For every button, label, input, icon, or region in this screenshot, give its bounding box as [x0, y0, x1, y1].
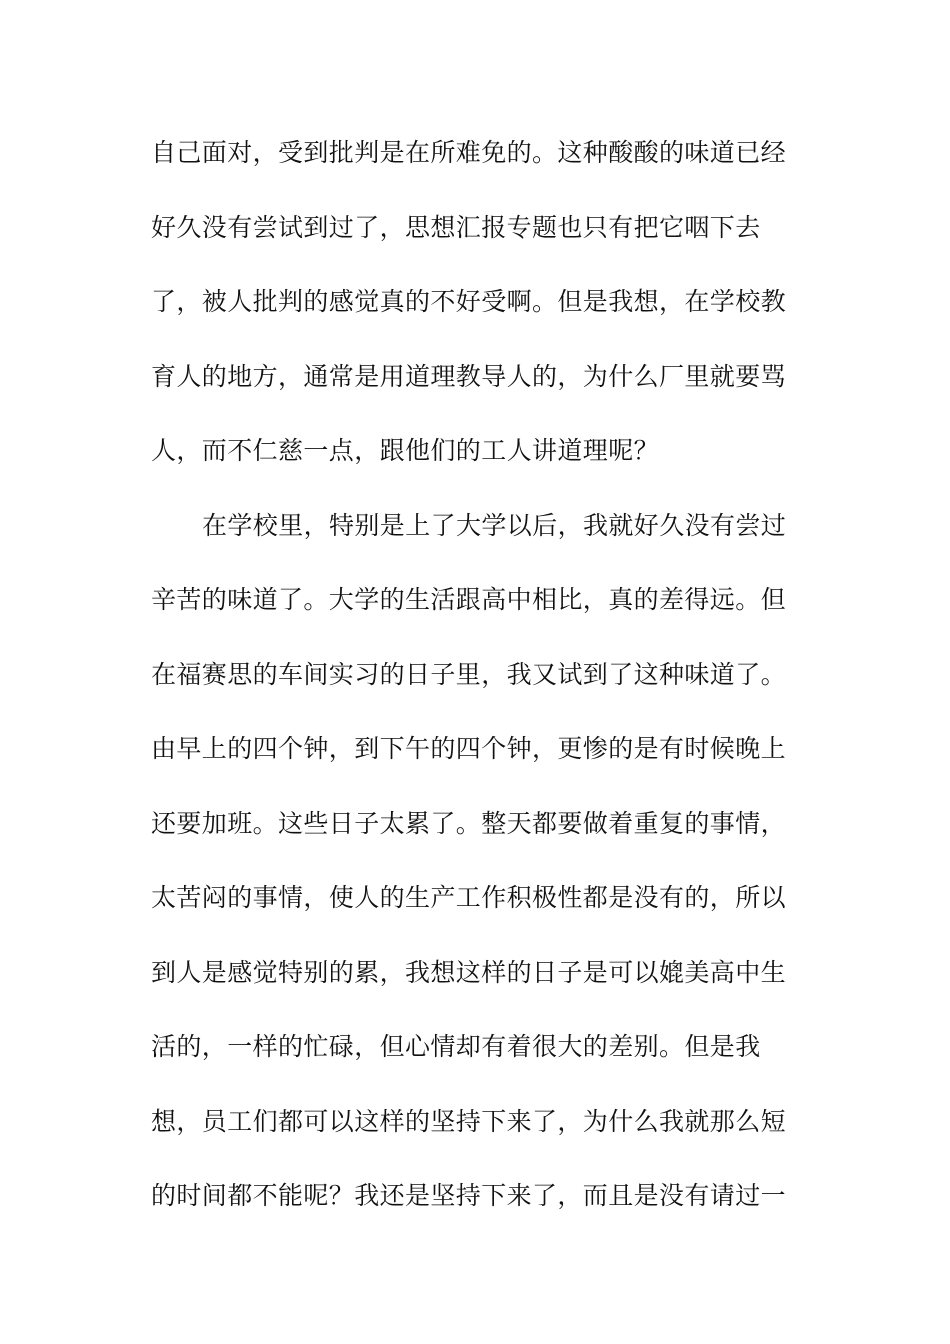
text-line-12: 到人是感觉特别的累，我想这样的日子是可以媲美高中生	[151, 957, 787, 987]
text-line-11: 太苦闷的事情，使人的生产工作积极性都是没有的，所以	[151, 883, 787, 912]
text-line-10: 还要加班。这些日子太累了。整天都要做着重复的事情，	[151, 808, 787, 838]
text-line-9: 由早上的四个钟，到下午的四个钟，更惨的是有时候晚上	[151, 734, 787, 763]
body-text	[151, 128, 801, 1246]
text-line-13: 活的，一样的忙碌，但心情却有着很大的差别。但是我	[151, 1032, 761, 1061]
text-line-6-paragraph-start: 在学校里，特别是上了大学以后，我就好久没有尝过	[202, 510, 787, 540]
text-line-7: 辛苦的味道了。大学的生活跟高中相比，真的差得远。但	[151, 585, 787, 614]
text-line-4: 育人的地方，通常是用道理教导人的，为什么厂里就要骂	[151, 361, 787, 391]
text-line-2: 好久没有尝试到过了，思想汇报专题也只有把它咽下去	[151, 212, 761, 242]
text-line-1: 自己面对，受到批判是在所难免的。这种酸酸的味道已经	[151, 138, 787, 167]
text-line-5: 人，而不仁慈一点，跟他们的工人讲道理呢？	[151, 436, 660, 465]
text-line-3: 了，被人批判的感觉真的不好受啊。但是我想，在学校教	[151, 287, 787, 316]
text-line-14: 想，员工们都可以这样的坚持下来了，为什么我就那么短	[151, 1106, 787, 1136]
text-line-15: 的时间都不能呢？我还是坚持下来了，而且是没有请过一	[151, 1181, 787, 1210]
text-line-8: 在福赛思的车间实习的日子里，我又试到了这种味道了。	[151, 659, 787, 689]
